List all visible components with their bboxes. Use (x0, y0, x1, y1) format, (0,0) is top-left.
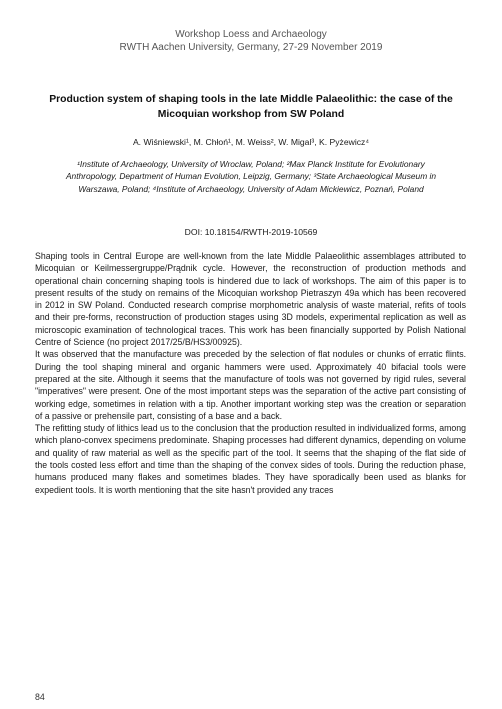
body-paragraph: Shaping tools in Central Europe are well-known from the late Middle Palaeolithic assemblages attributed to Micoquian or Keilmessergruppe/Prądnik cycle. However, the reconstruction of production methods and operational chain concerning shaping tools is hindered due to lack of workshops. The aim of this paper is to present results of the study on remains of the Micoquian workshop Pietraszyn 49a which has been recovered in 2012 in SW Poland. Conducted research comprise morphometric analysis of waste material, refits of tools and their pre-forms, reconstruction of production stages using 3D models, experimental replication as well as microscopic examination of technological traces. This work has been financially supported by Polish National Centre of Science (no project 2017/25/B/HS3/00925). (35, 251, 466, 348)
header-workshop-name: Workshop Loess and Archaeology (175, 29, 327, 40)
header-venue-date: RWTH Aachen University, Germany, 27-29 November 2019 (119, 42, 383, 53)
paper-title: Production system of shaping tools in the late Middle Palaeolithic: the case of the Micoquian workshop from SW Poland (49, 94, 453, 120)
author-list: A. Wiśniewski¹, M. Chłoń¹, M. Weiss², W. Migal³, K. Pyżewicz⁴ (132, 137, 370, 147)
running-header (0, 28, 502, 54)
body-paragraph: It was observed that the manufacture was preceded by the selection of flat nodules or chunks of erratic flints. During the tool shaping mineral and organic hammers were used. Approximately 40 bifacial tools were prepared at the site. Although it seems that the manufacture of tools was not governed by rigid rules, several "imperatives" were present. One of the most important steps was the separation of the active part consisting of working edge, sometimes in relation with a tip. Another important working step was the creation or separation of a passive or prehensile part, consisting of a base and a back. (35, 349, 466, 421)
doi-line: DOI: 10.18154/RWTH-2019-10569 (184, 227, 318, 237)
page-number: 84 (35, 692, 45, 702)
author-affiliations: ¹Institute of Archaeology, University of Wroclaw, Poland; ²Max Planck Institute for Evolutionary Anthropology, Department of Human Evolution, Leipzig, Germany; ³State Archaeological Museum in Warszawa, Poland; ⁴Institute of Archaeology, University of Adam Mickiewicz, Poznań, Poland (65, 159, 437, 194)
abstract-body (35, 250, 466, 496)
body-paragraph: The refitting study of lithics lead us to the conclusion that the production resulted in individualized forms, among which plano-convex specimens predominate. Shaping processes had different dynamics, depending on volume and quality of raw material as well as the specific part of the tool. It seems that the shaping of the flat side of the tools costed less effort and time than the shaping of the convex sides of tools. During the reduction phase, humans produced many flakes and sometimes blades. They have sporadically been used as blanks for expedient tools. It is worth mentioning that the site hasn't provided any traces (35, 423, 466, 495)
